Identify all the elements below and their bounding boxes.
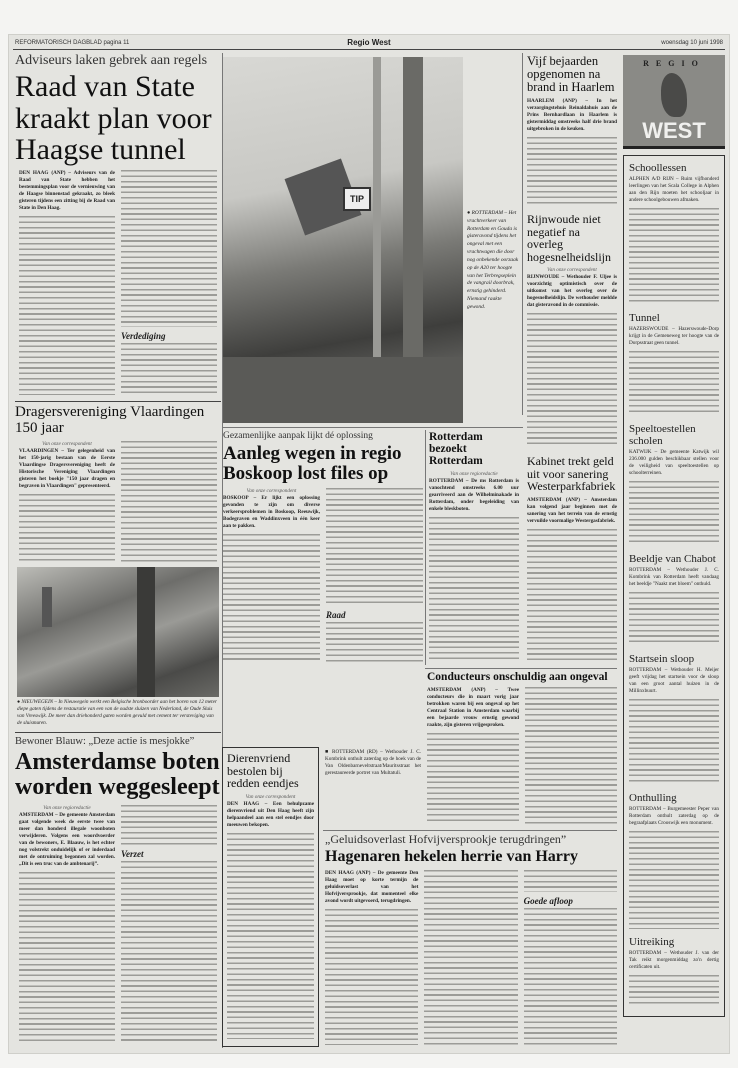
column-rule bbox=[425, 430, 426, 665]
sidebar-body bbox=[629, 831, 719, 928]
rotterdam-body bbox=[429, 517, 519, 662]
sluice-photo bbox=[17, 567, 219, 697]
divider bbox=[15, 732, 221, 733]
truck-caption: ● ROTTERDAM – Het vrachtverkeer van Rotterdam en Gouda is gisteravond tijdens het ongeval met een vrachtwagen die door nog onbekende oorzaak op de A20 ter hoogte van het Terbregseplein de vangrail doorbrak, ernstig gehinderd. Niemand raakte gewond. bbox=[467, 210, 519, 310]
sidebar-title: Speeltoestellen scholen bbox=[629, 422, 696, 448]
vlaardingen-lead: VLAARDINGEN – Ter gelegenheid van het 150-jarig bestaan van de Eerste Vlaardingse Dragersvereniging heeft de Historische Vereniging Vlaardingen gisteren het boekje "150 jaar dragen en begraven in Vlaardingen" gepresenteerd. bbox=[19, 447, 115, 489]
sidebar-lead: ROTTERDAM – Wethouder J. C. Kombrink van Rotterdam heeft vandaag het beeldje "Naakt met bloem" onthuld. bbox=[629, 567, 719, 588]
vlaardingen-byline: Van onze correspondent bbox=[42, 440, 92, 447]
conducteurs-body bbox=[427, 733, 519, 824]
haarlem-body bbox=[527, 137, 617, 203]
harry-headline: Hagenaren hekelen herrie van Harry bbox=[325, 847, 578, 865]
boskoop-body bbox=[223, 534, 320, 662]
dierenvriend-headline: Dierenvriend bestolen bij redden eendjes bbox=[227, 751, 299, 791]
vlaardingen-article bbox=[15, 405, 221, 565]
kabinet-body bbox=[527, 529, 617, 662]
newspaper-page bbox=[8, 34, 730, 1054]
boten-body-2 bbox=[121, 805, 217, 845]
masthead-date: woensdag 10 juni 1998 bbox=[661, 40, 723, 46]
sidebar-title: Uitreiking bbox=[629, 935, 675, 948]
boskoop-body-2 bbox=[326, 488, 423, 607]
sidebar-lead: ALPHEN A/D RIJN – Ruim vijfhonderd leerlingen van het Scala College in Alphen aan den Rijn moeten het schooljaar in andere schoolgebouwen afmaken. bbox=[629, 176, 719, 204]
boten-article bbox=[15, 736, 221, 1047]
sidebar-lead: ROTTERDAM – Burgemeester Peper van Rotterdam onthult zaterdag op de begraafplaats Crooswijk een monument. bbox=[629, 806, 719, 827]
column-1 bbox=[15, 53, 221, 1047]
sidebar-lead: KATWIJK – De gemeente Katwijk wil 236.000 gulden beschikbaar stellen voor de veiligheid van speeltoestellen op schoolterreinen. bbox=[629, 449, 719, 477]
rijnwoude-lead: RIJNWOUDE – Wethouder F. Uljee is voorzichtig optimistisch over de uitkomst van het overleg over de hogesnelheidslijn. De wethouder meldde dat gisteravond in de commissie. bbox=[527, 274, 617, 309]
harry-body-3 bbox=[524, 870, 617, 892]
rijnwoude-headline: Rijnwoude niet negatief na overleg hogesnelheidslijn bbox=[527, 211, 611, 264]
boten-body bbox=[19, 872, 115, 1044]
column-right bbox=[527, 55, 617, 665]
tunnel-body-2 bbox=[121, 170, 217, 327]
logo-regio: REGIO bbox=[643, 59, 705, 68]
sidebar-lead: HAZERSWOUDE – Hazerswoude-Dorp krijgt in de Gemeneweg ter hoogte van de Dorpsstraat geen tunnel. bbox=[629, 326, 719, 347]
boten-subhead: Verzet bbox=[121, 848, 144, 859]
regio-west-logo bbox=[623, 55, 725, 149]
harry-subhead: Goede afloop bbox=[523, 895, 573, 906]
kabinet-headline: Kabinet trekt geld uit voor sanering Westerparkfabriek bbox=[527, 454, 616, 494]
rotterdam-byline: Van onze regioredactie bbox=[450, 471, 498, 478]
boskoop-lead: BOSKOOP – Er lijkt een oplossing gevonden te zijn om diverse verkeersproblemen in Boskoop, Reeuwijk, Bodegraven en Waddinxveen in één keer aan te pakken. bbox=[223, 494, 320, 529]
boten-body-3 bbox=[121, 861, 217, 1045]
rotterdam-headline: Rotterdam bezoekt Rotterdam bbox=[429, 431, 483, 468]
harry-article bbox=[325, 833, 617, 1048]
dierenvriend-byline: Van onze correspondent bbox=[245, 793, 296, 800]
tunnel-body-3 bbox=[121, 343, 217, 395]
vlaardingen-headline: Dragersvereniging Vlaardingen 150 jaar bbox=[15, 404, 205, 436]
logo-west: WEST bbox=[642, 118, 706, 143]
tip-sign: TIP bbox=[343, 187, 371, 211]
netherlands-map-icon bbox=[661, 73, 687, 117]
rotterdam-lead: ROTTERDAM – De ms Rotterdam is vanochtend omstreeks 6.00 uur gearriveerd aan de Wilhelminakade in Rotterdam, onder begeleiding van enkele bleskboten. bbox=[429, 478, 519, 513]
boskoop-kicker: Gezamenlijke aanpak lijkt dé oplossing bbox=[223, 431, 373, 441]
dierenvriend-lead: DEN HAAG – Een behulpzame dierenvriend uit Den Haag heeft zijn helpaandeel aan een stel eendjes door meeuwen bekopen. bbox=[227, 800, 314, 828]
boskoop-byline: Van onze correspondent bbox=[246, 487, 297, 494]
masthead-rule bbox=[13, 49, 725, 50]
boskoop-article bbox=[223, 431, 423, 665]
sidebar-title: Beeldje van Chabot bbox=[629, 552, 716, 565]
tunnel-lead: DEN HAAG (ANP) – Adviseurs van de Raad van State hebben het bestemmingsplan voor de vernieuwing van de Haagse binnenstad gekraakt, zo bleek gisteren tijdens een zitting bij de Raad van State in Den Haag. bbox=[19, 169, 115, 211]
boten-kicker: Bewoner Blauw: „Deze actie is mesjokke” bbox=[15, 736, 195, 748]
sidebar-body bbox=[629, 699, 719, 785]
boten-byline: Van onze regioredactie bbox=[43, 804, 91, 811]
vlaardingen-body bbox=[19, 494, 115, 562]
section-title: Regio West bbox=[347, 38, 391, 47]
regio-sidebar bbox=[623, 155, 725, 1017]
boskoop-headline: Aanleg wegen in regio Boskoop lost files op bbox=[223, 442, 402, 484]
tunnel-article bbox=[15, 53, 221, 398]
divider bbox=[223, 427, 523, 428]
dierenvriend-body bbox=[227, 833, 314, 1039]
tunnel-kicker: Adviseurs laken gebrek aan regels bbox=[15, 53, 208, 68]
truck-accident-photo bbox=[223, 57, 463, 423]
divider bbox=[425, 668, 617, 669]
dierenvriend-box bbox=[222, 747, 319, 1047]
conducteurs-body-2 bbox=[525, 687, 617, 824]
harry-body-2 bbox=[424, 870, 517, 1045]
sidebar-title: Startsein sloop bbox=[629, 652, 695, 665]
sidebar-body bbox=[629, 975, 719, 1007]
haarlem-lead: HAARLEM (ANP) – In het verzorgingstehuis Reinaldahuis aan de Prins Bernhardlaan in Haarlem is gistermiddag omstreeks half drie brand uitgebroken in de keuken. bbox=[527, 98, 617, 133]
sluice-caption: ● NIEUWEGEIN – In Nieuwegein werkt een Belgische bronboorder aan het boren van 12 meter diepe gaten tijdens de restauratie van een van de oudste sluizen van Nederland, de Oude Sluis van Vreeswijk. De meer dan driehonderd gaten worden gevuld met cement ter versteviging van de sluismuren. bbox=[17, 699, 217, 727]
kabinet-lead: AMSTERDAM (ANP) – Amsterdam kan volgend jaar beginnen met de sanering van het terrein van de ernstig vervuilde voormalige Westergasfabriek. bbox=[527, 497, 617, 525]
boten-headline: Amsterdamse boten worden weggesleept bbox=[15, 749, 220, 801]
masthead-left: REFORMATORISCH DAGBLAD pagina 11 bbox=[15, 40, 130, 46]
conducteurs-headline: Conducteurs onschuldig aan ongeval bbox=[427, 671, 608, 683]
rijnwoude-byline: Van onze correspondent bbox=[547, 267, 597, 274]
boten-lead: AMSTERDAM – De gemeente Amsterdam gaat volgende week de eerste twee van meer dan honderd illegale woonboten verwijderen. Volgens een woordvoerder van de bewoners, E. Blaauw, is het echter nog volstrekt onduidelijk of er inderdaad met de ontruiming begonnen zal worden. „Dit is een truc van de ambtenarij”. bbox=[19, 811, 115, 867]
column-rule bbox=[522, 53, 523, 415]
divider bbox=[15, 401, 221, 402]
divider bbox=[323, 830, 617, 831]
haarlem-headline: Vijf bejaarden opgenomen na brand in Haarlem bbox=[527, 54, 615, 95]
sidebar-title: Schoollessen bbox=[629, 162, 687, 174]
sidebar-body bbox=[629, 351, 719, 416]
sidebar-body bbox=[629, 481, 719, 546]
vlaardingen-body-2 bbox=[121, 441, 217, 563]
harry-lead: DEN HAAG (ANP) – De gemeente Den Haag moet op korte termijn de geluidsoverlast van het Hofvijversprookje, dat momenteel elke avond wordt uitgevoerd, terugdringen. bbox=[325, 869, 419, 904]
rotterdam-article bbox=[429, 431, 519, 665]
tunnel-subhead: Verdediging bbox=[121, 330, 166, 341]
sidebar-body bbox=[629, 592, 719, 646]
boskoop-body-3 bbox=[326, 622, 423, 662]
multatuli-brief: ■ ROTTERDAM (RD) – Wethouder J. C. Kombrink onthult zaterdag op de hoek van de Van Oldenbarneveltstraat/Mauritsstraat het gerestaureerde portret van Multatuli. bbox=[325, 749, 421, 777]
tunnel-body bbox=[19, 216, 115, 395]
tunnel-headline: Raad van State kraakt plan voor Haagse tunnel bbox=[15, 70, 212, 167]
sidebar-lead: ROTTERDAM – Wethouder H. Meijer geeft vrijdag het startsein voor de sloop van een groot aantal huizen in de Millinxbuurt. bbox=[629, 667, 719, 695]
sidebar-title: Tunnel bbox=[629, 312, 660, 325]
sidebar-lead: ROTTERDAM – Wethouder J. van der Tak reikt morgenmiddag zo'n dertig certificaten uit. bbox=[629, 949, 719, 970]
harry-body-4 bbox=[524, 908, 617, 1045]
boskoop-subhead: Raad bbox=[326, 610, 346, 621]
sidebar-title: Onthulling bbox=[629, 792, 677, 805]
harry-kicker: „Geluidsoverlast Hofvijversprookje terugdringen” bbox=[325, 832, 567, 846]
sidebar-body bbox=[629, 208, 719, 305]
rijnwoude-body bbox=[527, 313, 617, 446]
conducteurs-article bbox=[427, 671, 617, 827]
conducteurs-lead: AMSTERDAM (ANP) – Twee conducteurs die in maart vorig jaar betrokken waren bij een ongeval op het Centraal Station in Amsterdam waarbij een bejaarde vrouw ernstig gewond raakte, zijn gisteren vrijgesproken. bbox=[427, 687, 519, 729]
harry-body bbox=[325, 909, 418, 1045]
